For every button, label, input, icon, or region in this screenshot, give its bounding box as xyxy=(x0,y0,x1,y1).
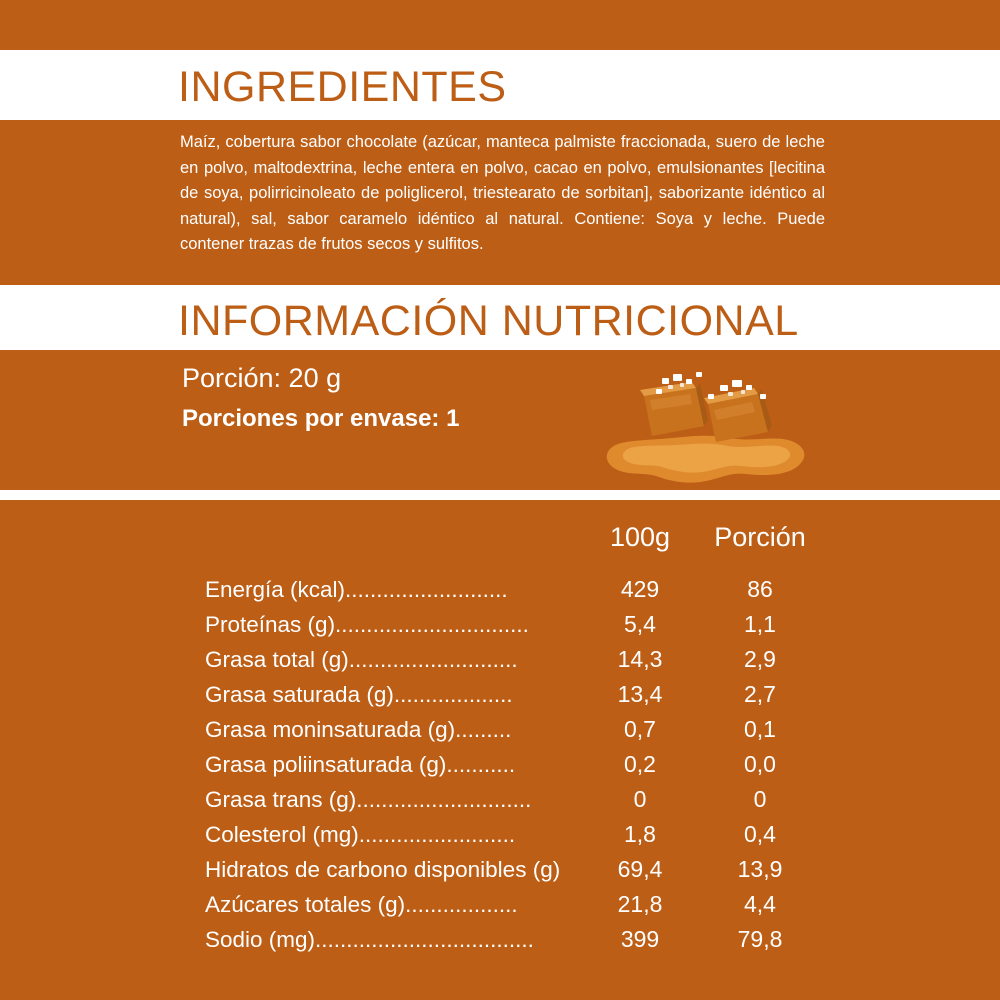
row-value-100g: 429 xyxy=(620,576,660,602)
row-value-portion: 0,0 xyxy=(744,751,776,777)
row-value-portion: 4,4 xyxy=(744,891,776,917)
ingredients-paragraph: Maíz, cobertura sabor chocolate (azúcar, manteca palmiste fraccionada, suero de leche en polvo, maltodextrina, leche entera en polvo, cacao en polvo, emulsionantes [lecitina de soya, polirricinoleato de poliglicerol, triestearato de sorbitan], saborizante idéntico al natural), sal, sabor caramelo idéntico al natural. Contiene: Soya y leche. Puede contener trazas de frutos secos y sulfitos. xyxy=(180,133,825,253)
table-row xyxy=(0,782,1000,817)
row-value-100g: 0,7 xyxy=(624,716,656,742)
row-value-100g: 14,3 xyxy=(617,646,663,672)
table-row xyxy=(0,852,1000,887)
table-row xyxy=(0,747,1000,782)
nutrition-heading: INFORMACIÓN NUTRICIONAL xyxy=(178,297,799,345)
table-row xyxy=(0,922,1000,957)
row-label: Colesterol (mg)......................... xyxy=(205,822,516,847)
row-label: Energía (kcal).......................... xyxy=(205,577,508,602)
table-row xyxy=(0,677,1000,712)
ingredients-heading: INGREDIENTES xyxy=(178,63,507,111)
row-label: Grasa total (g)........................... xyxy=(205,647,518,672)
row-label: Azúcares totales (g).................. xyxy=(205,892,518,917)
row-value-portion: 2,7 xyxy=(744,681,776,707)
row-label: Grasa moninsaturada (g)......... xyxy=(205,717,512,742)
row-value-portion: 79,8 xyxy=(737,926,783,952)
nutrition-table-header-row xyxy=(0,522,1000,558)
row-value-portion: 1,1 xyxy=(744,611,776,637)
top-color-band xyxy=(0,0,1000,50)
row-label: Sodio (mg)................................... xyxy=(205,927,534,952)
table-row xyxy=(0,642,1000,677)
row-value-portion: 13,9 xyxy=(737,856,783,882)
row-value-100g: 0,2 xyxy=(624,751,656,777)
row-value-100g: 69,4 xyxy=(617,856,663,882)
row-value-portion: 0,4 xyxy=(744,821,776,847)
table-row xyxy=(0,887,1000,922)
column-header-100g: 100g xyxy=(609,522,671,552)
column-header-portion: Porción xyxy=(714,522,806,552)
row-value-portion: 0,1 xyxy=(744,716,776,742)
table-row xyxy=(0,572,1000,607)
nutrition-table xyxy=(0,500,1000,1000)
servings-per-package-text: Porciones por envase: 1 xyxy=(182,405,460,432)
row-value-100g: 13,4 xyxy=(617,681,663,707)
caramel-candies-image xyxy=(600,352,830,487)
row-value-portion: 0 xyxy=(753,786,767,812)
table-row xyxy=(0,607,1000,642)
nutrition-table-body xyxy=(0,572,1000,957)
row-label: Proteínas (g)............................... xyxy=(205,612,529,637)
row-value-portion: 86 xyxy=(747,576,773,602)
row-label: Grasa saturada (g)................... xyxy=(205,682,513,707)
row-value-100g: 0 xyxy=(633,786,647,812)
row-value-100g: 399 xyxy=(620,926,660,952)
serving-size-text: Porción: 20 g xyxy=(182,363,342,393)
row-value-portion: 2,9 xyxy=(744,646,776,672)
row-value-100g: 1,8 xyxy=(624,821,656,847)
table-row xyxy=(0,712,1000,747)
row-value-100g: 21,8 xyxy=(617,891,663,917)
row-label: Hidratos de carbono disponibles (g) xyxy=(205,857,561,882)
portion-color-band xyxy=(0,350,1000,490)
table-row xyxy=(0,817,1000,852)
row-label: Grasa poliinsaturada (g)........... xyxy=(205,752,516,777)
row-label: Grasa trans (g)............................ xyxy=(205,787,532,812)
row-value-100g: 5,4 xyxy=(624,611,656,637)
